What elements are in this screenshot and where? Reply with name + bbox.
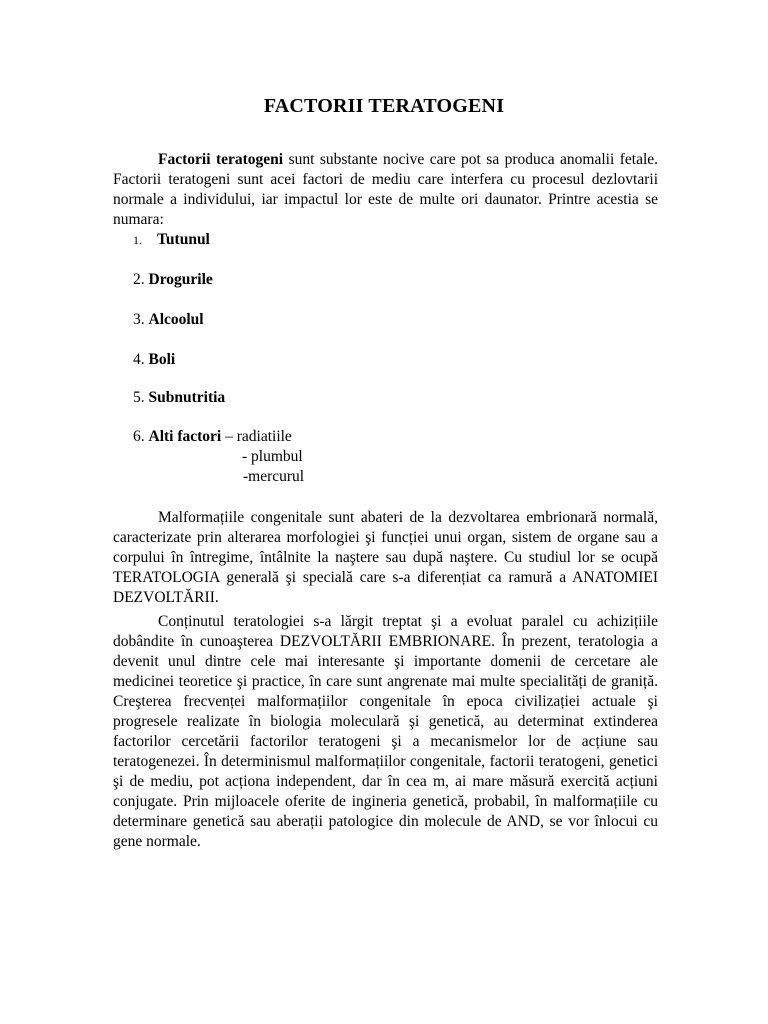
list-item-label: Tutunul [157, 231, 210, 248]
list-item-detail: – radiatiile [221, 428, 292, 445]
list-item [133, 350, 175, 370]
document-title: FACTORII TERATOGENI [263, 95, 505, 117]
paragraph-text: Malformațiile congenitale sunt abateri de la dezvoltarea embrionară normală, caracterizate prin alterarea morfologiei şi funcției unui organ, sistem de organe sau a corpului în întregime, întâlnite la naştere sau după naştere. Cu studiul lor se ocupă TERATOLOGIA generală şi specială care s-a diferențiat ca ramură a ANATOMIEI DEZVOLTĂRII. [113, 509, 658, 606]
list-item-number: 1. [133, 233, 142, 247]
list-item-number: 6. [133, 428, 145, 445]
paragraph-text: Conținutul teratologiei s-a lărgit treptat şi a evoluat paralel cu achizițiile dobândite în cunoaşterea DEZVOLTĂRII EMBRIONARE. În prezent, teratologia a devenit unul dintre cele mai interesante şi importante domenii de cercetare ale medicinei teoretice şi practice, în care sunt angrenate mai multe specialități de graniță. Creşterea frecvenței malformațiilor congenitale în epoca civilizației actuale şi progresele realizate în biologia moleculară şi genetică, au determinat extinderea factorilor cercetării factorilor teratogeni şi a mecanismelor lor de acțiune sau teratogenezei. În determinismul malformațiilor congenitale, factorii teratogeni, genetici şi de mediu, pot acționa independent, dar în cea m, ai mare măsură exercită acțiuni conjugate. Prin mijloacele oferite de ingineria genetică, probabil, în malformațiile cu determinare genetică sau aberații patologice din molecule de AND, se vor înlocui cu gene normale. [113, 613, 658, 850]
list-item [133, 270, 213, 290]
paragraph-teratology [113, 612, 658, 852]
list-item-label: Boli [148, 351, 176, 368]
sub-item: -mercurul [243, 468, 305, 485]
list-item-label: Alcoolul [148, 311, 204, 328]
list-item-label: Drogurile [148, 271, 213, 288]
list-item-label: Alti factori [148, 428, 222, 445]
list-item [133, 388, 225, 408]
list-item-number: 2. [133, 271, 145, 288]
list-item [133, 230, 210, 250]
list-item [133, 427, 292, 447]
intro-term: Factorii teratogeni [158, 151, 284, 168]
paragraph-malformations [113, 508, 658, 608]
list-item-number: 5. [133, 389, 145, 406]
list-item [133, 310, 204, 330]
sub-item: - plumbul [242, 448, 303, 465]
list-item-number: 3. [133, 311, 145, 328]
list-item-number: 4. [133, 351, 145, 368]
intro-paragraph [113, 150, 658, 230]
list-item-label: Subnutritia [148, 389, 226, 406]
intro-text: sunt substante nocive care pot sa produca anomalii fetale. Factorii teratogeni sunt acei factori de mediu care interfera cu procesul dezlovtarii normale a individului, iar impactul lor este de multe ori daunator. Printre acestia se numara: [113, 151, 659, 228]
